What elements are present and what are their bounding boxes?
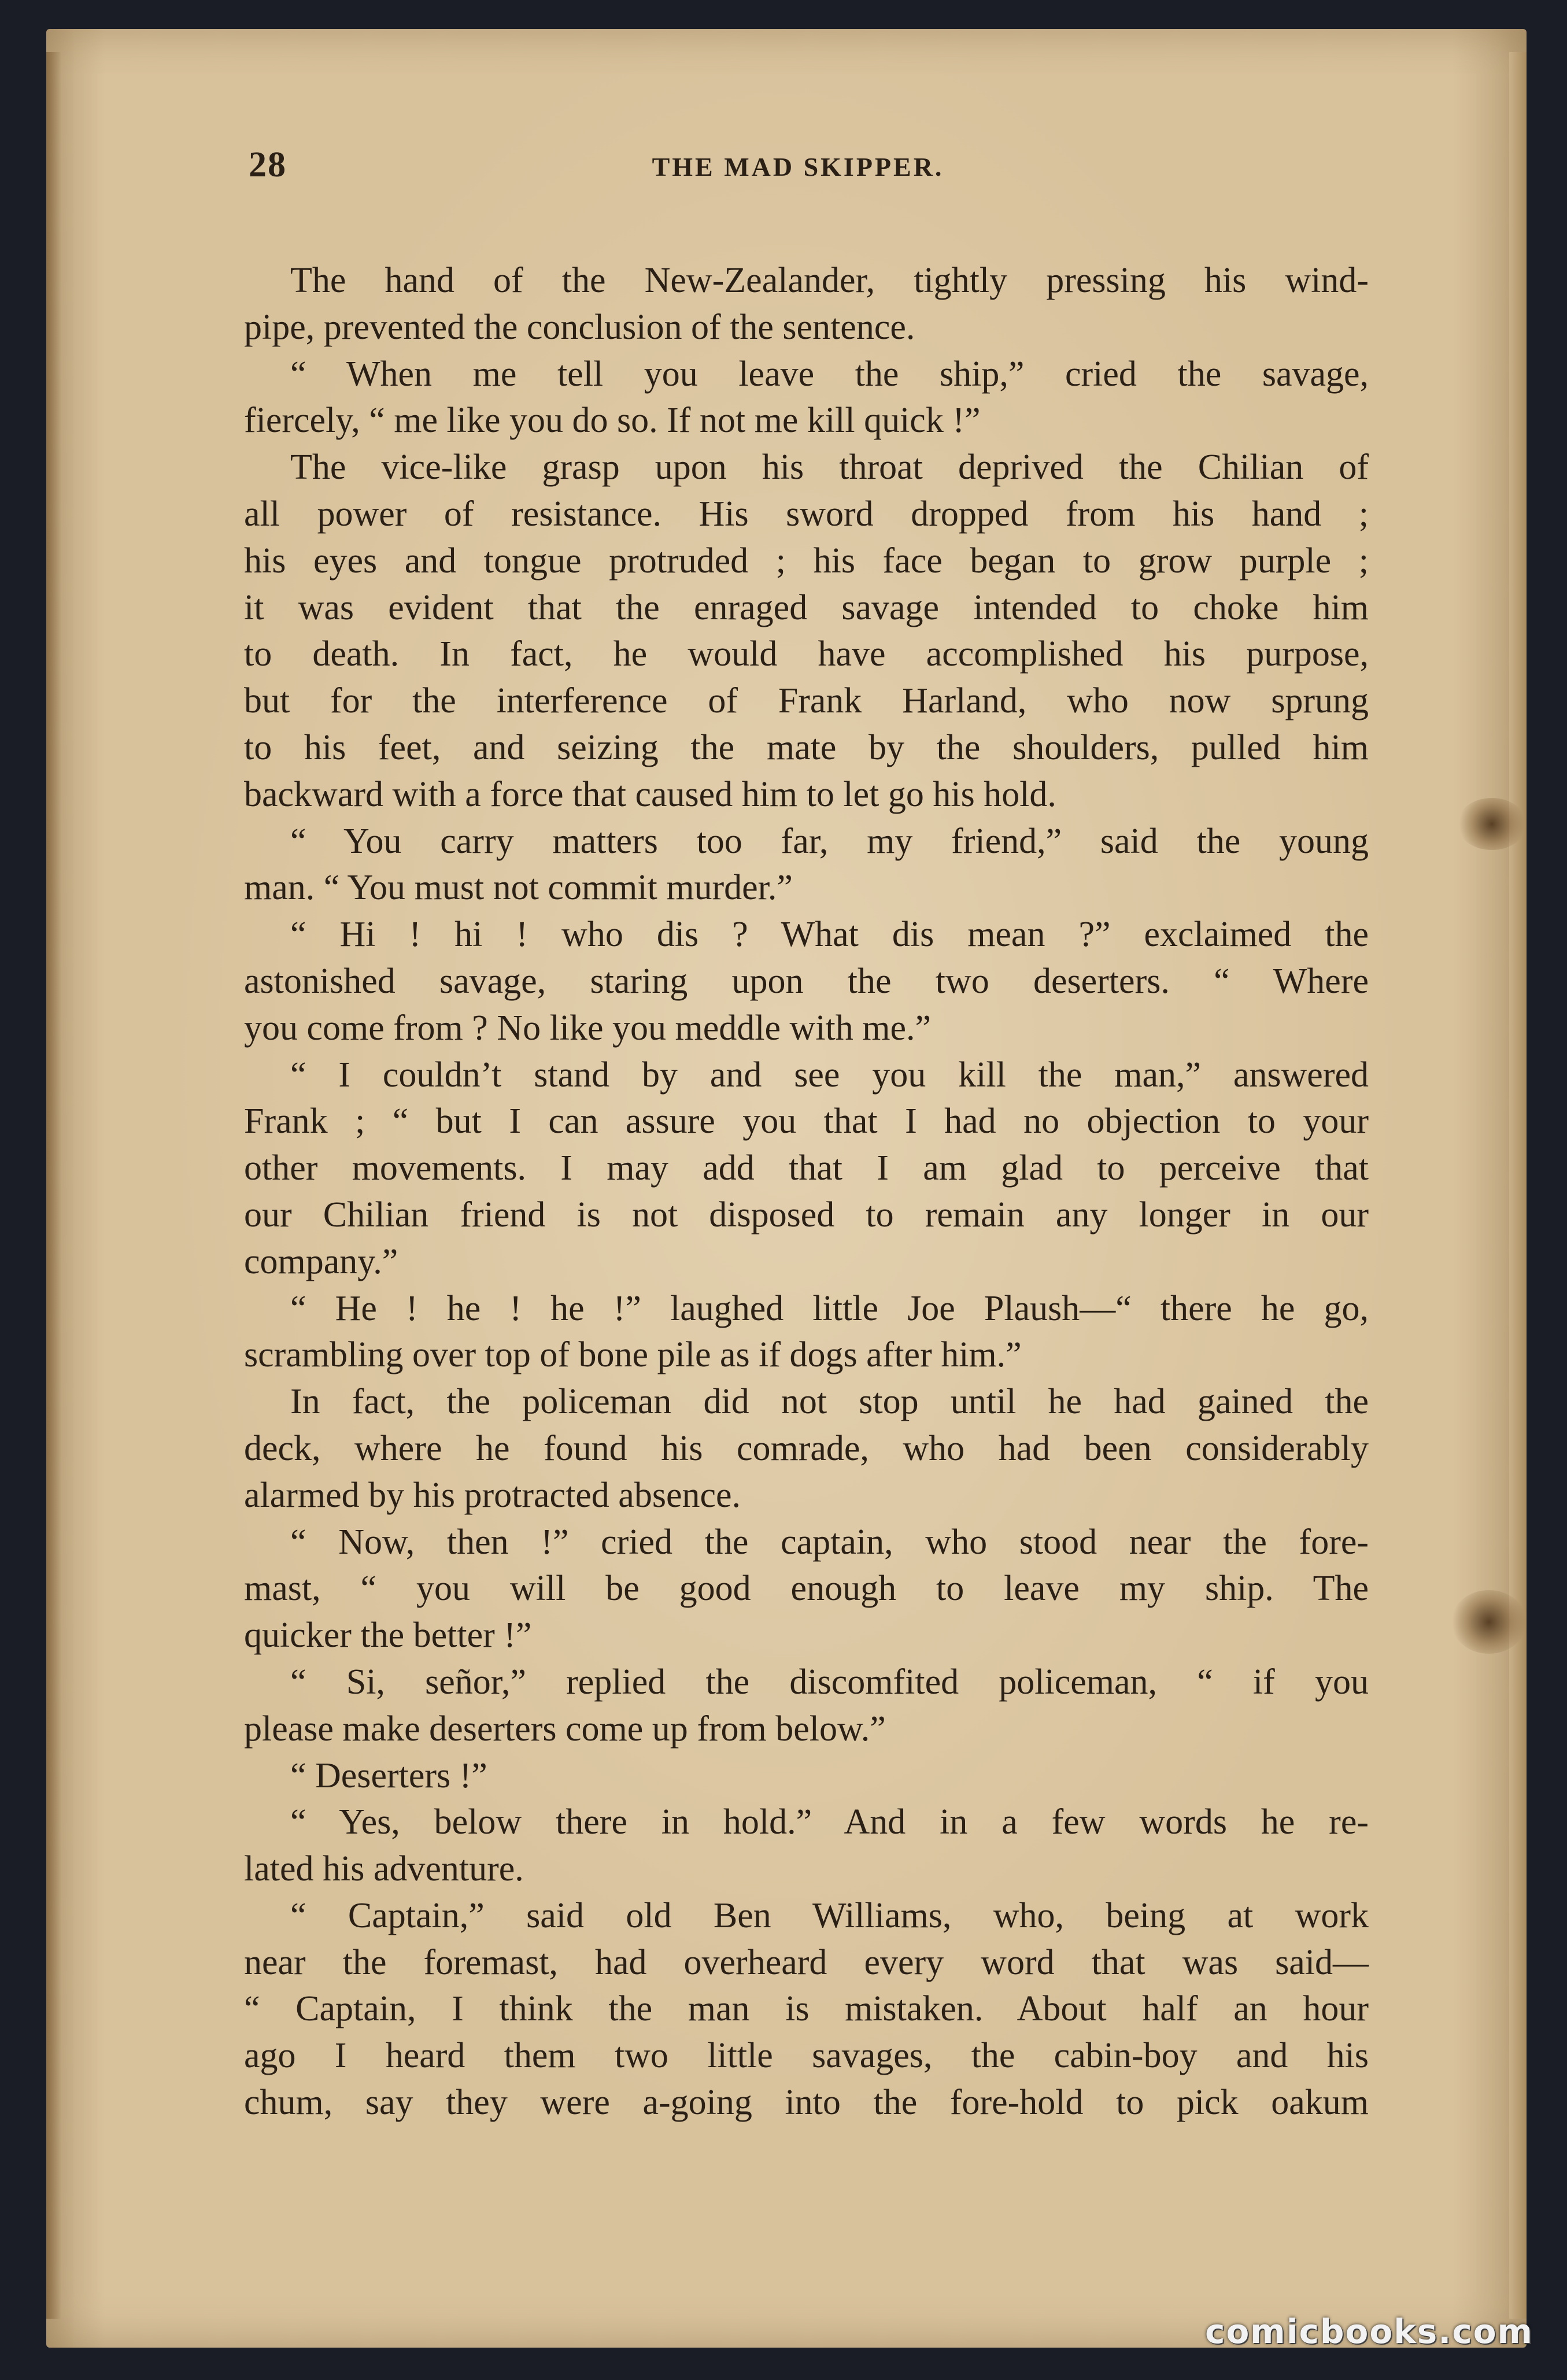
text-line: quicker the better !”: [244, 1616, 532, 1655]
text-line: The hand of the New-Zealander, tightly pressing his wind-: [290, 261, 1369, 300]
text-line: pipe, prevented the conclusion of the sentence.: [244, 307, 915, 347]
stain-mark: [1457, 798, 1527, 850]
text-line: you come from ? No like you meddle with me.”: [244, 1008, 932, 1048]
page-number: 28: [249, 145, 287, 184]
text-line: “ Yes, below there in hold.” And in a few words he re-: [290, 1802, 1369, 1842]
text-line: to death. In fact, he would have accomplished his purpose,: [244, 634, 1369, 674]
text-line: man. “ You must not commit murder.”: [244, 868, 793, 908]
stain-mark: [1451, 1590, 1527, 1654]
text-line: “ When me tell you leave the ship,” cried the savage,: [290, 354, 1369, 394]
page-gutter-shadow: [46, 52, 61, 2319]
text-line: “ Hi ! hi ! who dis ? What dis mean ?” exclaimed the: [290, 915, 1369, 955]
text-line: ago I heard them two little savages, the cabin-boy and his: [244, 2036, 1369, 2076]
text-line: near the foremast, had overheard every word that was said—: [244, 1942, 1369, 1982]
text-line: other movements. I may add that I am glad to perceive that: [244, 1148, 1369, 1188]
text-line: it was evident that the enraged savage intended to choke him: [244, 587, 1369, 627]
text-line: “ Now, then !” cried the captain, who stood near the fore-: [290, 1522, 1369, 1562]
text-line: chum, say they were a-going into the fore-hold to pick oakum: [244, 2083, 1369, 2123]
text-line: “ He ! he ! he !” laughed little Joe Plaush—“ there he go,: [290, 1288, 1369, 1328]
text-line: scrambling over top of bone pile as if dogs after him.”: [244, 1335, 1022, 1375]
text-line: astonished savage, staring upon the two deserters. “ Where: [244, 961, 1369, 1001]
text-line: company.”: [244, 1241, 398, 1281]
page-header: [249, 145, 1347, 208]
text-line: mast, “ you will be good enough to leave my ship. The: [244, 1569, 1369, 1609]
text-line: fiercely, “ me like you do so. If not me kill quick !”: [244, 401, 981, 441]
text-line: In fact, the policeman did not stop until he had gained the: [290, 1382, 1369, 1422]
text-line: but for the interference of Frank Harland, who now sprung: [244, 681, 1369, 721]
text-line: please make deserters come up from below.”: [244, 1709, 886, 1749]
running-head: THE MAD SKIPPER.: [652, 152, 944, 182]
text-line: “ I couldn’t stand by and see you kill the man,” answered: [290, 1055, 1369, 1095]
text-line: “ Captain,” said old Ben Williams, who, being at work: [290, 1895, 1369, 1935]
text-line: his eyes and tongue protruded ; his face began to grow purple ;: [244, 541, 1369, 581]
text-line: “ Captain, I think the man is mistaken. About half an hour: [244, 1989, 1369, 2029]
text-line: “ Deserters !”: [290, 1756, 487, 1795]
text-line: “ You carry matters too far, my friend,” said the young: [290, 821, 1369, 861]
text-line: Frank ; “ but I can assure you that I had no objection to your: [244, 1102, 1369, 1141]
text-line: our Chilian friend is not disposed to remain any longer in our: [244, 1195, 1369, 1235]
text-line: deck, where he found his comrade, who had been considerably: [244, 1428, 1369, 1468]
text-line: all power of resistance. His sword dropped from his hand ;: [244, 494, 1369, 534]
text-line: The vice-like grasp upon his throat deprived the Chilian of: [290, 448, 1369, 487]
watermark: comicbooks.com: [1205, 2312, 1533, 2351]
text-line: alarmed by his protracted absence.: [244, 1475, 741, 1515]
text-line: lated his adventure.: [244, 1849, 524, 1889]
text-line: backward with a force that caused him to let go his hold.: [244, 774, 1056, 814]
page-fore-edge: [1509, 52, 1527, 2319]
body-text: [244, 257, 1369, 2126]
text-line: “ Si, señor,” replied the discomfited policeman, “ if you: [290, 1662, 1369, 1702]
text-line: to his feet, and seizing the mate by the shoulders, pulled him: [244, 727, 1369, 767]
